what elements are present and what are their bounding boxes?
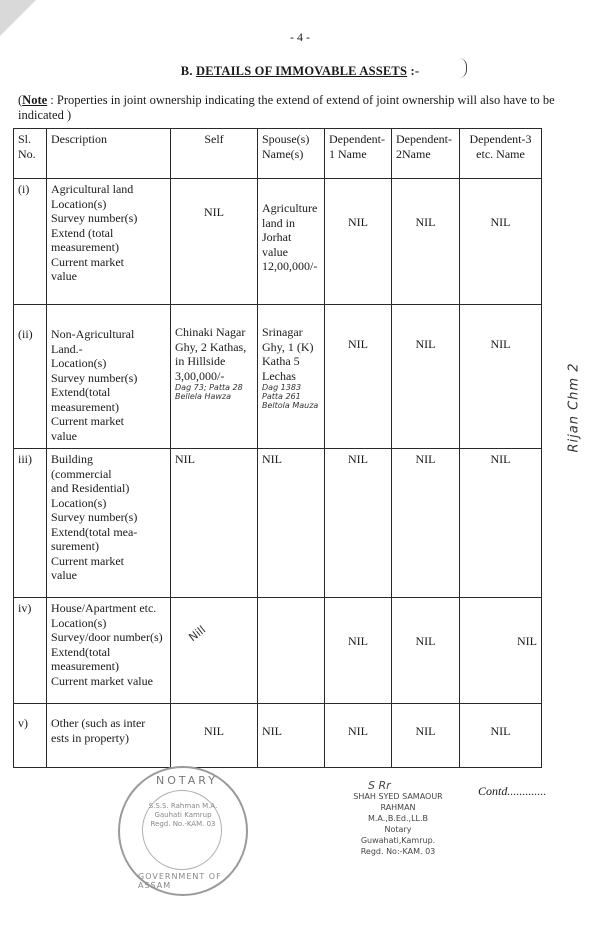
desc-line: value [51,428,77,443]
row-dependent-2: NIL [392,305,460,449]
desc-line: value [51,568,77,582]
row-self: NIL [171,704,258,768]
header-self: Self [171,129,258,179]
desc-line: Extend(total mea- [51,524,138,539]
table-row [14,449,542,598]
row-dependent-3: NIL [460,449,542,598]
desc-line: Location(s) [51,356,107,370]
desc-line: Location(s) [51,495,107,510]
table-header-row [14,129,542,179]
desc-line: Survey number(s) [51,211,138,225]
spouse-text: Srinagar Ghy, 1 (K) Katha 5 Lechas [262,325,314,383]
row-spouse [258,598,325,704]
desc-line: Agricultural land [51,182,134,196]
header-dependent-3: Dependent-3 etc. Name [460,129,542,179]
row-dependent-2: NIL [392,179,460,305]
desc-line: Survey number(s) [51,370,138,385]
desc-line: Extend(total [51,385,111,399]
row-dependent-1: NIL [325,179,392,305]
notary-name: SHAH SYED SAMAOUR RAHMAN [353,792,443,812]
table-row [14,598,542,704]
self-handwritten-note: Dag 73; Patta 28 Bellela Hawza [175,383,243,401]
row-spouse: NIL [258,704,325,768]
row-sl: iii) [14,449,47,598]
header-dependent-2: Dependent-2Name [392,129,460,179]
heading-main: DETAILS OF IMMOVABLE ASSETS [195,64,408,78]
row-sl: v) [14,704,47,768]
row-dependent-2: NIL [392,598,460,704]
row-description [47,449,171,598]
row-self [171,305,258,449]
table-row [14,305,542,449]
notary-seal [118,766,248,896]
row-description [47,179,171,305]
row-dependent-1: NIL [325,305,392,449]
table-row [14,704,542,768]
side-signature-text: Rijan Chm 2 [566,362,582,453]
row-dependent-3: NIL [460,598,542,704]
desc-line: Non-Agricultural [51,327,135,341]
desc-line: measurement) [51,399,119,414]
desc-line: Survey number(s) [51,510,138,524]
row-dependent-1: NIL [325,598,392,704]
header-spouse: Spouse(s) Name(s) [258,129,325,179]
desc-line: Current market value [51,673,153,688]
row-dependent-3: NIL [460,704,542,768]
desc-line: ests in property) [51,730,129,745]
row-dependent-3: NIL [460,179,542,305]
header-sl: Sl. No. [14,129,47,179]
self-text: Chinaki Nagar Ghy, 2 Kathas, in Hillside 3,00,000/- [175,325,247,383]
desc-line: Extend(total [51,644,111,659]
note-body: : Properties in joint ownership indicating the extend of extend of joint ownership will also have to be indicated ) [18,93,555,122]
continued-label: Contd............. [478,784,547,798]
row-description [47,598,171,704]
desc-line: Current market [51,254,124,269]
desc-line: surement) [51,539,99,553]
desc-line: Current market [51,414,124,428]
desc-line: Location(s) [51,615,107,630]
desc-line: Extend (total [51,225,114,240]
notary-signature: S Rr [368,779,391,792]
table-row [14,179,542,305]
desc-line: Building [51,452,94,466]
desc-line: House/Apartment etc. [51,601,157,615]
row-sl: iv) [14,598,47,704]
desc-line: Land.- [51,341,83,356]
notary-block [338,780,458,857]
heading-suffix: :- [407,64,420,78]
notary-degree: M.A.,B.Ed.,LL.B [367,814,429,823]
row-self: NIL [171,449,258,598]
side-signature [560,300,584,530]
desc-line: value [51,269,77,283]
row-spouse: Agriculture land in Jorhat value 12,00,000/- [258,179,325,305]
seal-center-text: S.S.S. Rahman M.A. Gauhati Kamrup Regd. No.-KAM. 03 [148,802,218,828]
desc-line: Other (such as inter [51,716,146,730]
row-dependent-2: NIL [392,449,460,598]
note-text [18,93,558,123]
desc-line: Survey/door number(s) [51,630,163,644]
heading-prefix: B. [180,64,196,78]
note-open-paren: ( [18,93,23,107]
self-handwritten-nill: Nill [186,623,209,645]
desc-line: measurement) [51,240,119,254]
row-sl: (i) [14,179,47,305]
row-dependent-3: NIL [460,305,542,449]
page-number: - 4 - [290,30,310,44]
row-self [171,598,258,704]
desc-line: and Residential) [51,481,130,495]
row-sl: (ii) [14,305,47,449]
header-dependent-1: Dependent-1 Name [325,129,392,179]
row-dependent-1: NIL [325,704,392,768]
row-description [47,704,171,768]
seal-top-text: NOTARY [156,774,218,787]
section-heading [0,64,600,79]
header-description: Description [47,129,171,179]
desc-line: measurement) [51,659,119,673]
notary-regd: Regd. No:-KAM. 03 [360,847,436,856]
row-description [47,305,171,449]
desc-line: Location(s) [51,196,107,211]
seal-bottom-text: GOVERNMENT OF ASSAM [138,872,222,890]
spouse-handwritten-note: Dag 1383 Patta 261 Beltola Mauza [262,383,319,410]
desc-line: Current market [51,553,124,568]
note-label: Note [22,93,48,107]
notary-title: Notary [384,825,412,834]
row-dependent-1: NIL [325,449,392,598]
notary-place: Guwahati,Kamrup. [360,836,436,845]
row-spouse [258,305,325,449]
desc-line: (commercial [51,466,112,481]
row-dependent-2: NIL [392,704,460,768]
immovable-assets-table [13,128,542,768]
row-spouse: NIL [258,449,325,598]
row-self: NIL [171,179,258,305]
